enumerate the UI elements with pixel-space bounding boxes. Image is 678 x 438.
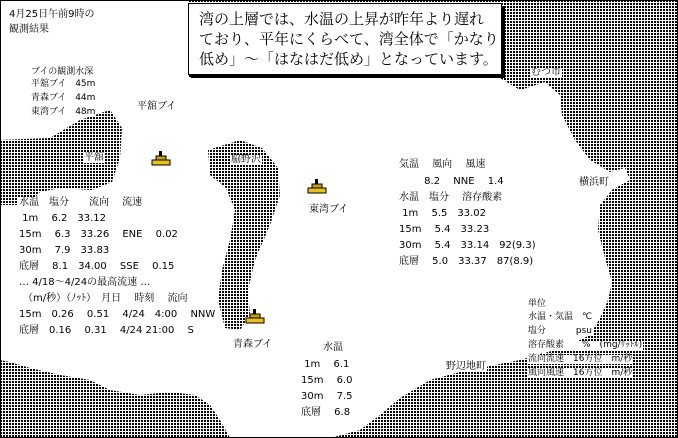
hiradate-row: 底層 8.1 34.00 SSE 0.15 xyxy=(19,261,175,272)
max-current-row: 15m 0.26 0.51 4/24 4:00 NNW xyxy=(19,309,216,320)
aomori-header: 水温 xyxy=(323,342,343,353)
buoy-label-hiradate: 平舘ブイ xyxy=(137,101,177,112)
hiradate-row: 15m 6.3 33.26 ENE 0.02 xyxy=(19,229,178,240)
east-row: 底層 5.0 33.37 87(8.9) xyxy=(399,256,534,267)
datetime-line-1: 4月25日午前9時の xyxy=(9,9,95,20)
units-title: 単位 xyxy=(528,299,547,309)
depth-title: ブイの観測水深 xyxy=(31,67,94,77)
aomori-row: 30m 7.5 xyxy=(301,391,353,402)
buoy-label-aomori: 青森ブイ xyxy=(233,339,273,350)
east-row: 1m 5.5 33.02 xyxy=(399,208,486,219)
units-row: 溶存酸素 % (mg/ﾘｯﾄﾙ) xyxy=(528,340,643,350)
max-current-row: 底層 0.16 0.31 4/24 21:00 S xyxy=(19,325,194,336)
east-weather-row: 8.2 NNE 1.4 xyxy=(411,176,504,187)
buoy-icon xyxy=(306,178,328,196)
depth-row: 青森ブイ 44m xyxy=(31,93,96,103)
depth-row: 平舘ブイ 45m xyxy=(31,79,96,89)
buoy-icon xyxy=(244,308,266,326)
datetime-line-2: 観測結果 xyxy=(9,24,49,35)
summary-line-1: 湾の上層では、水温の上昇が昨年より遅れ xyxy=(199,10,485,28)
hiradate-row: 1m 6.2 33.12 xyxy=(19,213,106,224)
hiradate-header: 水温 塩分 流向 流速 xyxy=(19,197,143,208)
units-row: 流向流速 16方位 m/秒 xyxy=(528,354,633,364)
units-row: 水温・気温 ℃ xyxy=(528,312,593,322)
summary-line-3: 低め」～「はなはだ低め」となっています。 xyxy=(199,50,498,68)
aomori-row: 底層 6.8 xyxy=(301,407,351,418)
place-yokohama: 横浜町 xyxy=(579,177,609,188)
east-row: 30m 5.4 33.14 92(9.3) xyxy=(399,240,536,251)
place-hiradate: 平舘 xyxy=(84,152,104,163)
place-wakinosawa: 脇野沢 xyxy=(231,154,261,165)
buoy-label-east: 東湾ブイ xyxy=(309,204,349,215)
depth-row: 東湾ブイ 48m xyxy=(31,107,96,117)
summary-box xyxy=(188,3,502,75)
place-mutsu: むつ市 xyxy=(531,67,561,78)
east-weather-header: 気温 風向 風速 xyxy=(399,159,486,170)
east-row: 15m 5.4 33.23 xyxy=(399,224,490,235)
summary-line-2: ており、平年にくらべて、湾全体で「かなり xyxy=(199,30,499,48)
east-header: 水温 塩分 溶存酸素 xyxy=(399,192,503,203)
units-row: 塩分 psu xyxy=(528,326,592,336)
aomori-row: 15m 6.0 xyxy=(301,375,353,386)
buoy-icon xyxy=(150,150,172,168)
max-current-header: （m/秒）（ﾉｯﾄ） 月日 時刻 流向 xyxy=(23,293,188,304)
hiradate-row: 30m 7.9 33.83 xyxy=(19,245,110,256)
max-current-title: … 4/18～4/24の最高流速 … xyxy=(19,277,151,288)
units-row: 風向風速 16方位 m/秒 xyxy=(528,368,633,378)
place-noheji: 野辺地町 xyxy=(446,361,486,372)
aomori-row: 1m 6.1 xyxy=(301,359,350,370)
